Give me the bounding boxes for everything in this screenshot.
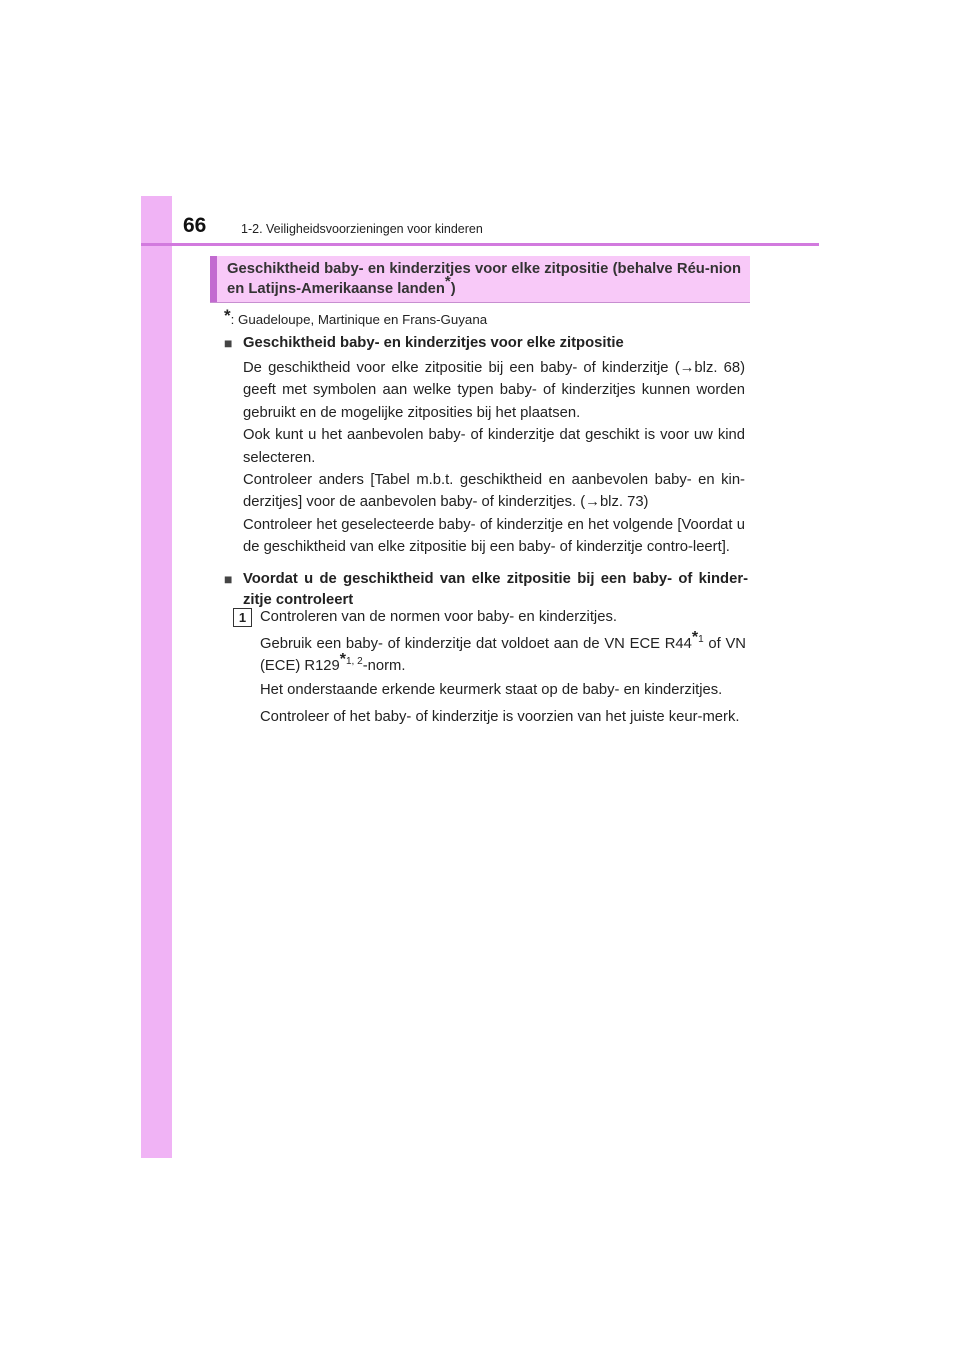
norm-footnote-ref-2 [339,651,363,669]
footnote-text: : Guadeloupe, Martinique en Frans-Guyana [230,312,488,327]
topic-title [227,259,741,299]
section-heading-before-checking [224,569,748,610]
paragraph: Controleer anders [Tabel m.b.t. geschiktheid en aanbevolen baby- en kin-derzitjes] voor de aanbevolen baby- of kinderzitjes. (→blz. 73) [243,472,745,511]
page-sidebar-tab [141,196,172,1158]
asterisk: * [339,651,346,669]
topic-title-text: Geschiktheid baby- en kinderzitjes voor elke zitpositie (behalve Réu-nion en Latijns-Amerikaanse landen [227,261,741,297]
square-bullet-icon: ■ [224,335,233,351]
step-detail-check [260,706,746,728]
footnote [224,306,487,327]
section-heading-suitability [224,333,748,354]
norm-text-c: -norm. [362,658,406,675]
paragraph: Ook kunt u het aanbevolen baby- of kinderzitje dat geschikt is voor uw kind selecteren. [243,427,745,466]
section-heading-text: Voordat u de geschiktheid van elke zitpositie bij een baby- of kinder-zitje controleert [243,571,748,608]
page-number: 66 [183,214,207,237]
section-header-title: 1-2. Veiligheidsvoorzieningen voor kinderen [241,222,483,236]
norm-text-a: Gebruik een baby- of kinderzitje dat voldoet aan de VN ECE R44 [260,636,692,652]
section-body-suitability [243,357,745,559]
paragraph: Controleer of het baby- of kinderzitje is voorzien van het juiste keur-merk. [260,709,740,725]
paragraph: De geschiktheid voor elke zitpositie bij een baby- of kinderzitje (→blz. 68) geeft met symbolen aan welke typen baby- of kinderzitjes kunnen worden gebruikt en de mogelijke zitposities bij het plaatsen. [243,360,745,421]
footnote-asterisk: * [224,306,231,325]
header-divider [141,243,819,246]
norm-text-b: of VN (ECE) R129 [260,636,746,675]
square-bullet-icon: ■ [224,571,233,587]
paragraph: Het onderstaande erkende keurmerk staat op de baby- en kinderzitjes. [260,682,723,698]
step-detail-label [260,679,746,701]
paragraph [260,629,746,678]
step-text [260,606,746,628]
footnote-number: 1 [698,634,704,646]
step-description: Controleren van de normen voor baby- en kinderzitjes. [260,609,617,625]
topic-title-accent-bar [210,256,217,302]
step-number-badge: 1 [233,608,252,627]
footnote-number: 1, 2 [346,656,363,668]
norm-footnote-ref-1 [691,629,704,647]
paragraph: Controleer het geselecteerde baby- of kinderzitje en het volgende [Voordat u de geschiktheid van elke zitpositie bij een baby- of kinderzitje contro-leert]. [243,516,745,556]
topic-title-asterisk: * [444,273,451,291]
section-heading-text: Geschiktheid baby- en kinderzitjes voor elke zitpositie [243,335,624,351]
topic-title-close: ) [450,281,456,297]
topic-title-box [210,256,750,303]
asterisk: * [691,629,699,647]
step-detail-norms [260,629,746,678]
